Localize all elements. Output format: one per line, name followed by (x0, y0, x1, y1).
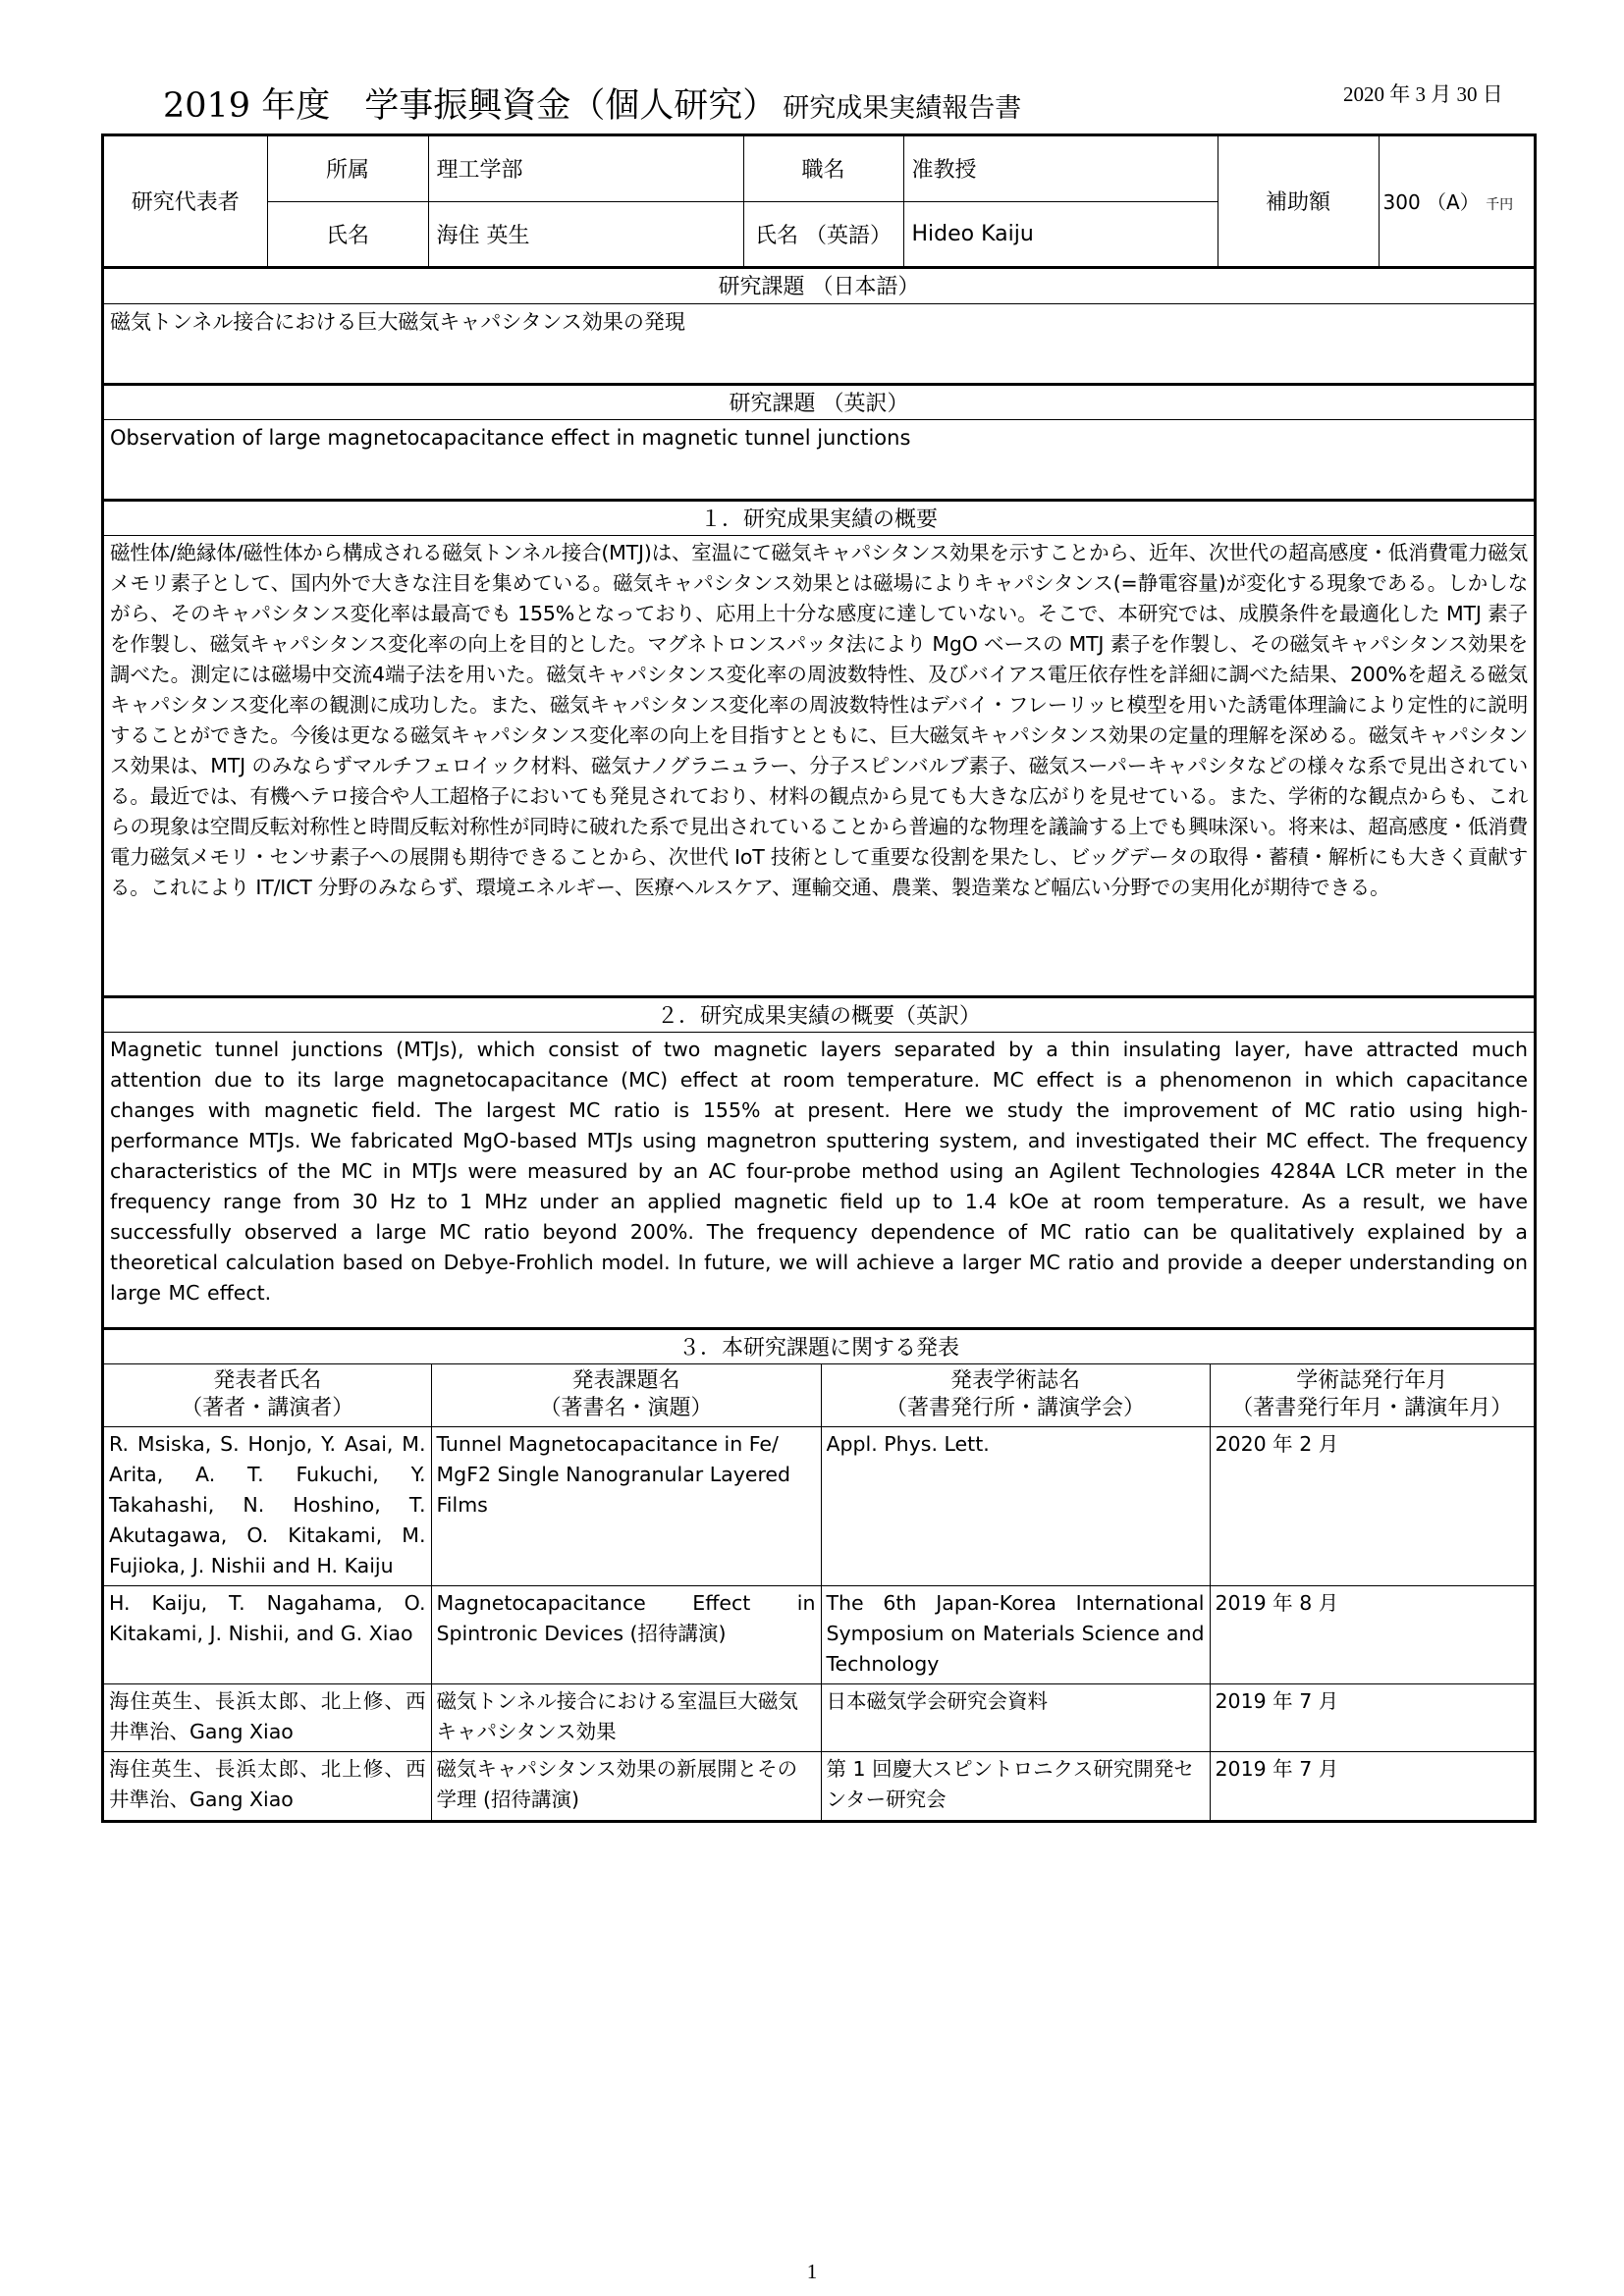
grant-unit: 千円 (1486, 197, 1514, 214)
pub-authors: R. Msiska, S. Honjo, Y. Asai, M. Arita, A. T. Fukuchi, Y. Takahashi, N. Hoshino, T. Akutagawa, O. Kitakami, M. Fujioka, J. Nishii and H. Kaiju (104, 1427, 431, 1586)
rep-label: 研究代表者 (104, 136, 267, 266)
publications-table (104, 1364, 1534, 1820)
affil-value: 理工学部 (428, 136, 743, 201)
col-title-title: 発表課題名 (571, 1368, 680, 1394)
position-value: 准教授 (903, 136, 1218, 201)
pub-authors: H. Kaiju, T. Nagahama, O. Kitakami, J. Nishii, and G. Xiao (104, 1586, 431, 1684)
col-date-header (1210, 1364, 1534, 1427)
name-en-label: 氏名 （英語） (743, 201, 903, 266)
col-date-sub: （著書発行年月・講演年月） (1231, 1396, 1513, 1421)
report-form (101, 133, 1537, 1823)
pub-title: 磁気キャパシタンス効果の新展開とその学理 (招待講演) (431, 1752, 821, 1820)
pub-date: 2019 年 8 月 (1210, 1586, 1534, 1684)
summary-jp-text: 磁性体/絶縁体/磁性体から構成される磁気トンネル接合(MTJ)は、室温にて磁気キャパシタンス効果を示すことから、近年、次世代の超高感度・低消費電力磁気メモリ素子として、国内外で大きな注目を集めている。磁気キャパシタンス効果とは磁場によりキャパシタンス(=静電容量)が変化する現象である。しかしながら、そのキャパシタンス変化率は最高でも 155%となっており、応用上十分な感度に達していない。そこで、本研究では、成膜条件を最適化した MTJ 素子を作製し、磁気キャパシタンス変化率の向上を目的とした。マグネトロンスパッタ法により MgO ベースの MTJ 素子を作製し、その磁気キャパシタンス効果を調べた。測定には磁場中交流4端子法を用いた。磁気キャパシタンス変化率の周波数特性、及びバイアス電圧依存性を詳細に調べた結果、200%を超える磁気キャパシタンス変化率の観測に成功した。また、磁気キャパシタンス変化率の周波数特性はデバイ・フレーリッヒ模型を用いた誘電体理論により定性的に説明することができた。今後は更なる磁気キャパシタンス変化率の向上を目指すとともに、巨大磁気キャパシタンス効果の定量的理解を深める。磁気キャパシタンス効果は、MTJ のみならずマルチフェロイック材料、磁気ナノグラニュラー、分子スピンバルブ素子、磁気スーパーキャパシタなどの様々な系で見出されている。最近では、有機ヘテロ接合や人工超格子においても発見されており、材料の観点から見ても大きな広がりを見せている。また、学術的な観点からも、これらの現象は空間反転対称性と時間反転対称性が同時に破れた系で見出されていることから普遍的な物理を議論する上でも興味深い。将来は、超高感度・低消費電力磁気メモリ・センサ素子への展開も期待できることから、次世代 IoT 技術として重要な役割を果たし、ビッグデータの取得・蓄積・解析にも大きく貢献する。これにより IT/ICT 分野のみならず、環境エネルギー、医療ヘルスケア、運輸交通、農業、製造業など幅広い分野での実用化が期待できる。 (110, 540, 1528, 899)
topic-en-heading: 研究課題 （英訳） (104, 383, 1534, 420)
pub-venue: The 6th Japan-Korea International Symposium on Materials Science and Technology (821, 1586, 1210, 1684)
pub-date: 2019 年 7 月 (1210, 1752, 1534, 1820)
grant-cell (1379, 136, 1534, 266)
affil-label: 所属 (267, 136, 428, 201)
topic-jp-text: 磁気トンネル接合における巨大磁気キャパシタンス効果の発現 (110, 309, 685, 334)
grant-label: 補助額 (1218, 136, 1379, 266)
topic-en-text: Observation of large magnetocapacitance effect in magnetic tunnel junctions (110, 425, 911, 450)
pub-date: 2020 年 2 月 (1210, 1427, 1534, 1586)
pub-venue: 日本磁気学会研究会資料 (821, 1684, 1210, 1752)
document-title (163, 79, 1021, 128)
name-en-value: Hideo Kaiju (903, 201, 1218, 266)
title-sub: 研究成果実績報告書 (783, 93, 1022, 124)
col-title-sub: （著書名・演題） (539, 1396, 713, 1421)
col-venue-title: 発表学術誌名 (949, 1368, 1080, 1394)
col-authors-sub: （著者・講演者） (181, 1396, 354, 1421)
publications-heading: ３．本研究課題に関する発表 (104, 1327, 1534, 1364)
report-date: 2020 年 3 月 30 日 (1343, 82, 1503, 106)
name-value: 海住 英生 (428, 201, 743, 266)
pub-authors: 海住英生、長浜太郎、北上修、西井準治、Gang Xiao (104, 1684, 431, 1752)
col-authors-title: 発表者氏名 (213, 1368, 322, 1394)
pub-venue: 第 1 回慶大スピントロニクス研究開発センター研究会 (821, 1752, 1210, 1820)
table-row (104, 1586, 1534, 1684)
summary-en-heading: ２．研究成果実績の概要（英訳） (104, 995, 1534, 1033)
position-label: 職名 (743, 136, 903, 201)
table-row (104, 1427, 1534, 1586)
col-authors-header (104, 1364, 431, 1427)
page-number: 1 (806, 2260, 818, 2283)
summary-jp-heading: １．研究成果実績の概要 (104, 499, 1534, 536)
topic-jp-heading: 研究課題 （日本語） (104, 267, 1534, 304)
pub-venue: Appl. Phys. Lett. (821, 1427, 1210, 1586)
pub-title: Tunnel Magnetocapacitance in Fe/ MgF2 Single Nanogranular Layered Films (431, 1427, 821, 1586)
summary-en-text: Magnetic tunnel junctions (MTJs), which consist of two magnetic layers separated by a thin insulating layer, have attracted much attention due to its large magnetocapacitance (MC) effect at room temperature. MC effect is a phenomenon in which capacitance changes with magnetic field. The largest MC ratio is 155% at present. Here we study the improvement of MC ratio using high-performance MTJs. We fabricated MgO-based MTJs using magnetron sputtering system, and investigated their MC effect. The frequency characteristics of the MC in MTJs were measured by an AC four-probe method using an Agilent Technologies 4284A LCR meter in the frequency range from 30 Hz to 1 MHz under an applied magnetic field up to 1.4 kOe at room temperature. As a result, we have successfully observed a large MC ratio beyond 200%. The frequency dependence of MC ratio can be qualitatively explained by a theoretical calculation based on Debye-Frohlich model. In future, we will achieve a larger MC ratio and provide a deeper understanding on large MC effect. (110, 1037, 1528, 1305)
table-row (104, 1684, 1534, 1752)
col-date-title: 学術誌発行年月 (1296, 1368, 1448, 1394)
col-venue-header (821, 1364, 1210, 1427)
col-venue-sub: （著書発行所・講演学会） (885, 1396, 1145, 1421)
grant-value: 300 （A） (1382, 190, 1480, 215)
pub-authors: 海住英生、長浜太郎、北上修、西井準治、Gang Xiao (104, 1752, 431, 1820)
table-row (104, 1752, 1534, 1820)
pub-title: Magnetocapacitance Effect in Spintronic Devices (招待講演) (431, 1586, 821, 1684)
researcher-info-table (104, 136, 1534, 267)
pub-date: 2019 年 7 月 (1210, 1684, 1534, 1752)
name-label: 氏名 (267, 201, 428, 266)
pub-title: 磁気トンネル接合における室温巨大磁気キャパシタンス効果 (431, 1684, 821, 1752)
col-title-header (431, 1364, 821, 1427)
title-main: 2019 年度 学事振興資金（個人研究） (163, 86, 778, 126)
